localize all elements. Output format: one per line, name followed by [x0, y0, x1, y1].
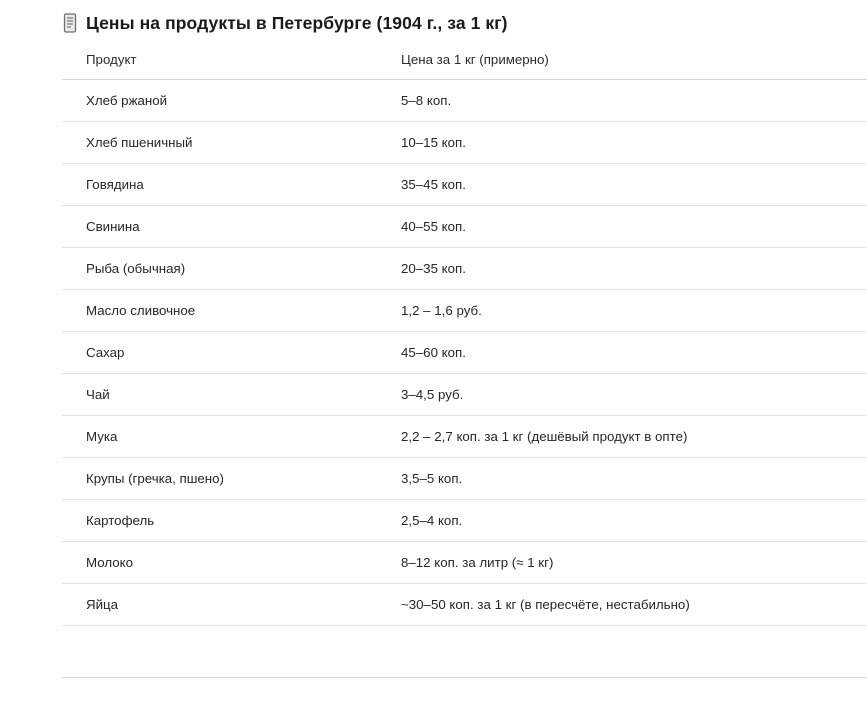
table-row [62, 416, 867, 458]
table-row [62, 332, 867, 374]
table-row [62, 290, 867, 332]
cell-product: Чай [62, 374, 377, 416]
cell-price: 5–8 коп. [377, 80, 867, 122]
cell-product: Сахар [62, 332, 377, 374]
table-row [62, 80, 867, 122]
cell-price: 3,5–5 коп. [377, 458, 867, 500]
table-row [62, 542, 867, 584]
table-body [62, 80, 867, 626]
cell-price: 35–45 коп. [377, 164, 867, 206]
table-row [62, 122, 867, 164]
cell-product: Хлеб пшеничный [62, 122, 377, 164]
cell-product: Хлеб ржаной [62, 80, 377, 122]
table-row [62, 164, 867, 206]
table-row [62, 500, 867, 542]
scroll-document-icon [62, 13, 78, 33]
left-margin-rule [0, 0, 3, 708]
page-title: Цены на продукты в Петербурге (1904 г., за 1 кг) [86, 12, 508, 33]
cell-price: ~30–50 коп. за 1 кг (в пересчёте, нестабильно) [377, 584, 867, 626]
cell-price: 40–55 коп. [377, 206, 867, 248]
table-row [62, 206, 867, 248]
cell-price: 8–12 коп. за литр (≈ 1 кг) [377, 542, 867, 584]
cell-product: Яйца [62, 584, 377, 626]
table-row [62, 458, 867, 500]
cell-price: 2,5–4 коп. [377, 500, 867, 542]
cell-product: Крупы (гречка, пшено) [62, 458, 377, 500]
cell-price: 2,2 – 2,7 коп. за 1 кг (дешёвый продукт в опте) [377, 416, 867, 458]
cell-price: 1,2 – 1,6 руб. [377, 290, 867, 332]
cell-price: 3–4,5 руб. [377, 374, 867, 416]
table-header-row [62, 46, 867, 80]
cell-price: 10–15 коп. [377, 122, 867, 164]
cell-product: Мука [62, 416, 377, 458]
cell-product: Масло сливочное [62, 290, 377, 332]
table-row [62, 248, 867, 290]
prices-table [62, 46, 867, 626]
section-divider [62, 677, 867, 678]
cell-product: Свинина [62, 206, 377, 248]
document-title-row [24, 0, 843, 40]
cell-product: Рыба (обычная) [62, 248, 377, 290]
cell-product: Молоко [62, 542, 377, 584]
cell-product: Картофель [62, 500, 377, 542]
cell-price: 45–60 коп. [377, 332, 867, 374]
cell-price: 20–35 коп. [377, 248, 867, 290]
cell-product: Говядина [62, 164, 377, 206]
table-row [62, 584, 867, 626]
table-row [62, 374, 867, 416]
column-header-price: Цена за 1 кг (примерно) [377, 46, 867, 80]
column-header-product: Продукт [62, 46, 377, 80]
table-head [62, 46, 867, 80]
